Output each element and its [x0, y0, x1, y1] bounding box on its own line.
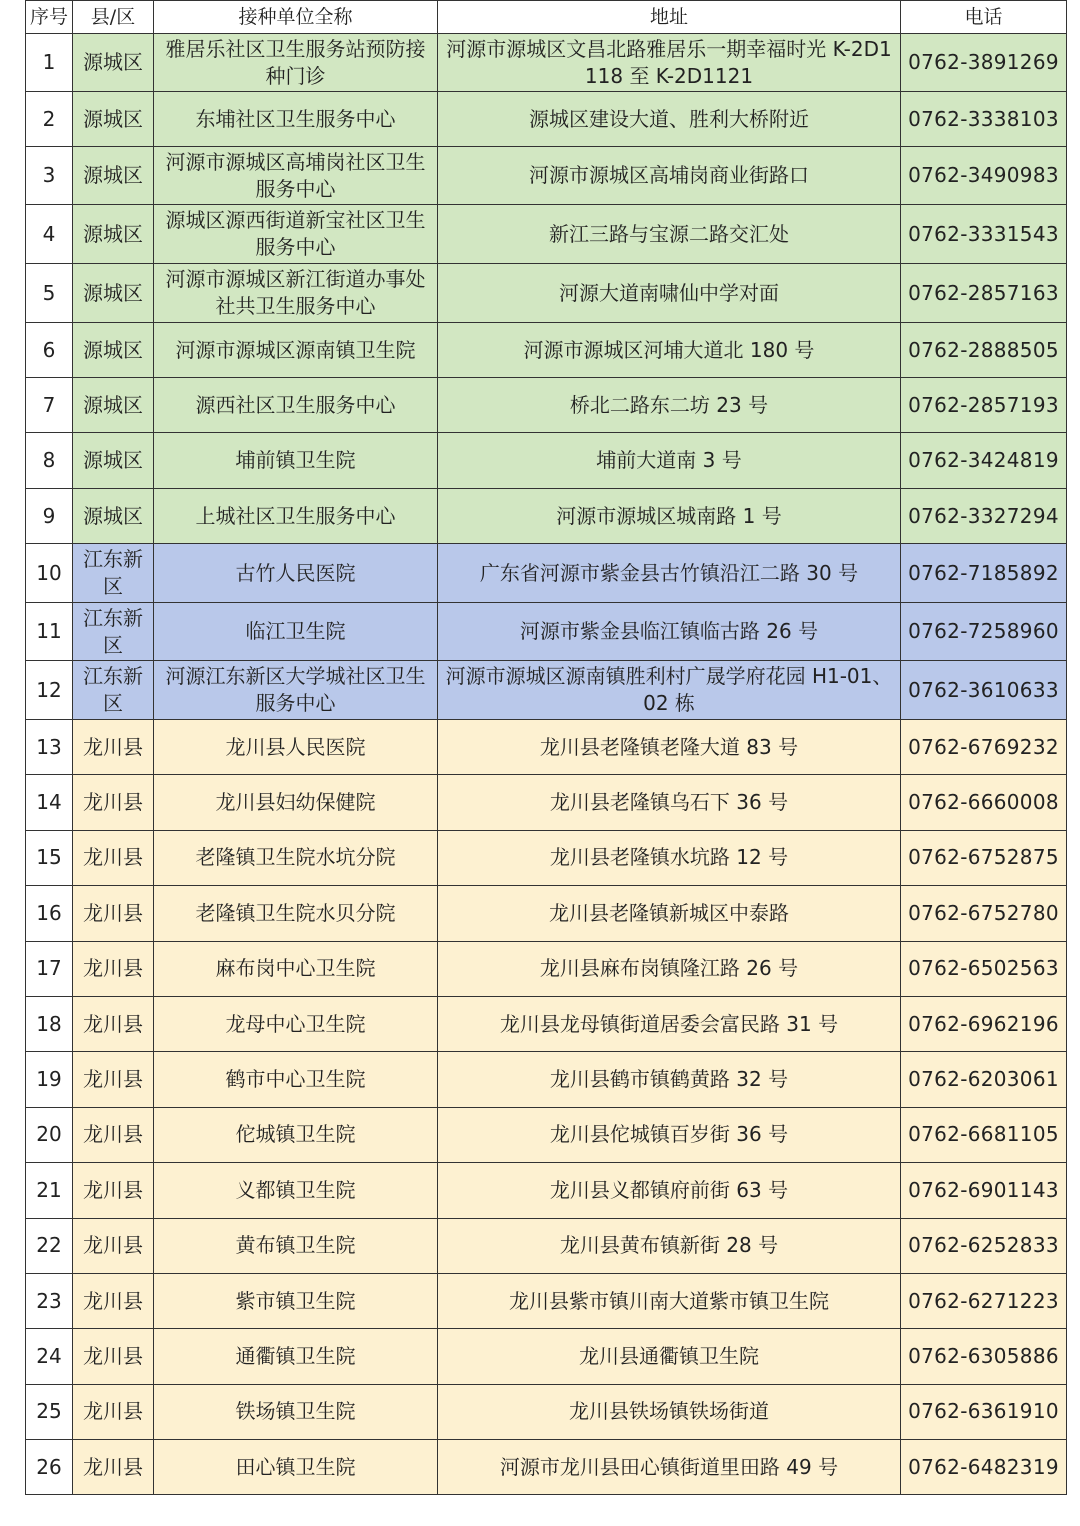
unit-name-cell: 黄布镇卫生院 — [154, 1218, 438, 1273]
row-number: 1 — [26, 34, 73, 92]
phone-cell: 0762-3424819 — [901, 433, 1067, 489]
phone-cell: 0762-2857163 — [901, 264, 1067, 323]
table-row — [26, 830, 1067, 885]
address-cell: 广东省河源市紫金县古竹镇沿江二路 30 号 — [438, 544, 901, 603]
row-number: 25 — [26, 1384, 73, 1439]
phone-cell: 0762-6305886 — [901, 1329, 1067, 1384]
phone-cell: 0762-3610633 — [901, 661, 1067, 720]
row-number: 6 — [26, 323, 73, 378]
phone-cell: 0762-2888505 — [901, 323, 1067, 378]
address-cell: 河源大道南啸仙中学对面 — [438, 264, 901, 323]
district-cell: 源城区 — [73, 147, 154, 205]
row-number: 16 — [26, 886, 73, 941]
table-row — [26, 1218, 1067, 1273]
unit-name-cell: 河源市源城区源南镇卫生院 — [154, 323, 438, 378]
unit-name-cell: 老隆镇卫生院水贝分院 — [154, 886, 438, 941]
district-cell: 源城区 — [73, 323, 154, 378]
table-row — [26, 1329, 1067, 1384]
row-number: 5 — [26, 264, 73, 323]
phone-cell: 0762-6752780 — [901, 886, 1067, 941]
address-cell: 龙川县老隆镇水坑路 12 号 — [438, 830, 901, 885]
unit-name-cell: 田心镇卫生院 — [154, 1440, 438, 1495]
row-number: 2 — [26, 92, 73, 147]
unit-name-cell: 雅居乐社区卫生服务站预防接种门诊 — [154, 34, 438, 92]
address-cell: 龙川县铁场镇铁场街道 — [438, 1384, 901, 1439]
unit-name-cell: 佗城镇卫生院 — [154, 1107, 438, 1162]
district-cell: 龙川县 — [73, 720, 154, 775]
address-cell: 河源市源城区城南路 1 号 — [438, 489, 901, 544]
header-address: 地址 — [438, 1, 901, 34]
table-row — [26, 603, 1067, 661]
table-row — [26, 205, 1067, 264]
row-number: 21 — [26, 1163, 73, 1218]
table-row — [26, 1107, 1067, 1162]
unit-name-cell: 源西社区卫生服务中心 — [154, 378, 438, 433]
district-cell: 龙川县 — [73, 1052, 154, 1107]
district-cell: 龙川县 — [73, 1107, 154, 1162]
address-cell: 龙川县鹤市镇鹤黄路 32 号 — [438, 1052, 901, 1107]
row-number: 14 — [26, 775, 73, 830]
phone-cell: 0762-6203061 — [901, 1052, 1067, 1107]
unit-name-cell: 临江卫生院 — [154, 603, 438, 661]
table-row — [26, 996, 1067, 1051]
address-cell: 龙川县老隆镇乌石下 36 号 — [438, 775, 901, 830]
row-number: 18 — [26, 996, 73, 1051]
unit-name-cell: 龙川县人民医院 — [154, 720, 438, 775]
row-number: 10 — [26, 544, 73, 603]
address-cell: 龙川县佗城镇百岁街 36 号 — [438, 1107, 901, 1162]
table-row — [26, 264, 1067, 323]
district-cell: 龙川县 — [73, 941, 154, 996]
phone-cell: 0762-6901143 — [901, 1163, 1067, 1218]
district-cell: 龙川县 — [73, 1440, 154, 1495]
unit-name-cell: 东埔社区卫生服务中心 — [154, 92, 438, 147]
address-cell: 河源市源城区河埔大道北 180 号 — [438, 323, 901, 378]
unit-name-cell: 麻布岗中心卫生院 — [154, 941, 438, 996]
address-cell: 埔前大道南 3 号 — [438, 433, 901, 489]
table-row — [26, 147, 1067, 205]
district-cell: 江东新区 — [73, 661, 154, 720]
phone-cell: 0762-3490983 — [901, 147, 1067, 205]
table-row — [26, 378, 1067, 433]
phone-cell: 0762-6962196 — [901, 996, 1067, 1051]
address-cell: 桥北二路东二坊 23 号 — [438, 378, 901, 433]
table-row — [26, 1163, 1067, 1218]
phone-cell: 0762-6252833 — [901, 1218, 1067, 1273]
address-cell: 新江三路与宝源二路交汇处 — [438, 205, 901, 264]
phone-cell: 0762-6361910 — [901, 1384, 1067, 1439]
vaccination-sites-table — [25, 0, 1067, 1495]
phone-cell: 0762-7185892 — [901, 544, 1067, 603]
row-number: 26 — [26, 1440, 73, 1495]
row-number: 11 — [26, 603, 73, 661]
district-cell: 龙川县 — [73, 1329, 154, 1384]
phone-cell: 0762-3338103 — [901, 92, 1067, 147]
address-cell: 龙川县义都镇府前街 63 号 — [438, 1163, 901, 1218]
phone-cell: 0762-3891269 — [901, 34, 1067, 92]
district-cell: 源城区 — [73, 34, 154, 92]
header-district: 县/区 — [73, 1, 154, 34]
row-number: 24 — [26, 1329, 73, 1384]
phone-cell: 0762-7258960 — [901, 603, 1067, 661]
district-cell: 龙川县 — [73, 1163, 154, 1218]
unit-name-cell: 铁场镇卫生院 — [154, 1384, 438, 1439]
address-cell: 龙川县紫市镇川南大道紫市镇卫生院 — [438, 1273, 901, 1328]
address-cell: 源城区建设大道、胜利大桥附近 — [438, 92, 901, 147]
table-row — [26, 323, 1067, 378]
address-cell: 龙川县黄布镇新街 28 号 — [438, 1218, 901, 1273]
address-cell: 龙川县麻布岗镇隆江路 26 号 — [438, 941, 901, 996]
phone-cell: 0762-6752875 — [901, 830, 1067, 885]
address-cell: 龙川县老隆镇新城区中泰路 — [438, 886, 901, 941]
row-number: 22 — [26, 1218, 73, 1273]
table-row — [26, 433, 1067, 489]
table-header-row — [26, 1, 1067, 34]
table-row — [26, 544, 1067, 603]
phone-cell: 0762-6271223 — [901, 1273, 1067, 1328]
table-row — [26, 92, 1067, 147]
address-cell: 龙川县通衢镇卫生院 — [438, 1329, 901, 1384]
table-row — [26, 775, 1067, 830]
row-number: 9 — [26, 489, 73, 544]
unit-name-cell: 鹤市中心卫生院 — [154, 1052, 438, 1107]
table-row — [26, 720, 1067, 775]
address-cell: 河源市源城区文昌北路雅居乐一期幸福时光 K-2D1118 至 K-2D1121 — [438, 34, 901, 92]
phone-cell: 0762-3331543 — [901, 205, 1067, 264]
district-cell: 源城区 — [73, 92, 154, 147]
unit-name-cell: 义都镇卫生院 — [154, 1163, 438, 1218]
row-number: 17 — [26, 941, 73, 996]
unit-name-cell: 通衢镇卫生院 — [154, 1329, 438, 1384]
district-cell: 龙川县 — [73, 886, 154, 941]
unit-name-cell: 埔前镇卫生院 — [154, 433, 438, 489]
address-cell: 龙川县老隆镇老隆大道 83 号 — [438, 720, 901, 775]
phone-cell: 0762-6502563 — [901, 941, 1067, 996]
district-cell: 龙川县 — [73, 775, 154, 830]
row-number: 8 — [26, 433, 73, 489]
header-unit-name: 接种单位全称 — [154, 1, 438, 34]
district-cell: 源城区 — [73, 489, 154, 544]
district-cell: 源城区 — [73, 264, 154, 323]
header-phone: 电话 — [901, 1, 1067, 34]
unit-name-cell: 河源江东新区大学城社区卫生服务中心 — [154, 661, 438, 720]
district-cell: 龙川县 — [73, 996, 154, 1051]
address-cell: 河源市源城区高埔岗商业街路口 — [438, 147, 901, 205]
row-number: 13 — [26, 720, 73, 775]
phone-cell: 0762-6660008 — [901, 775, 1067, 830]
unit-name-cell: 古竹人民医院 — [154, 544, 438, 603]
table-row — [26, 1440, 1067, 1495]
unit-name-cell: 龙母中心卫生院 — [154, 996, 438, 1051]
phone-cell: 0762-6769232 — [901, 720, 1067, 775]
row-number: 20 — [26, 1107, 73, 1162]
unit-name-cell: 源城区源西街道新宝社区卫生服务中心 — [154, 205, 438, 264]
unit-name-cell: 上城社区卫生服务中心 — [154, 489, 438, 544]
unit-name-cell: 老隆镇卫生院水坑分院 — [154, 830, 438, 885]
phone-cell: 0762-2857193 — [901, 378, 1067, 433]
header-no: 序号 — [26, 1, 73, 34]
district-cell: 江东新区 — [73, 544, 154, 603]
row-number: 15 — [26, 830, 73, 885]
address-cell: 龙川县龙母镇街道居委会富民路 31 号 — [438, 996, 901, 1051]
district-cell: 龙川县 — [73, 1273, 154, 1328]
phone-cell: 0762-6482319 — [901, 1440, 1067, 1495]
row-number: 12 — [26, 661, 73, 720]
district-cell: 龙川县 — [73, 1384, 154, 1439]
unit-name-cell: 河源市源城区新江街道办事处社共卫生服务中心 — [154, 264, 438, 323]
address-cell: 河源市源城区源南镇胜利村广晟学府花园 H1-01、02 栋 — [438, 661, 901, 720]
unit-name-cell: 河源市源城区高埔岗社区卫生服务中心 — [154, 147, 438, 205]
address-cell: 河源市紫金县临江镇临古路 26 号 — [438, 603, 901, 661]
district-cell: 龙川县 — [73, 830, 154, 885]
table-row — [26, 489, 1067, 544]
district-cell: 江东新区 — [73, 603, 154, 661]
row-number: 4 — [26, 205, 73, 264]
phone-cell: 0762-3327294 — [901, 489, 1067, 544]
unit-name-cell: 紫市镇卫生院 — [154, 1273, 438, 1328]
row-number: 23 — [26, 1273, 73, 1328]
table-row — [26, 661, 1067, 720]
row-number: 3 — [26, 147, 73, 205]
phone-cell: 0762-6681105 — [901, 1107, 1067, 1162]
row-number: 7 — [26, 378, 73, 433]
table-row — [26, 34, 1067, 92]
table-row — [26, 886, 1067, 941]
district-cell: 源城区 — [73, 433, 154, 489]
table-row — [26, 1273, 1067, 1328]
address-cell: 河源市龙川县田心镇街道里田路 49 号 — [438, 1440, 901, 1495]
table-row — [26, 1384, 1067, 1439]
table-row — [26, 941, 1067, 996]
row-number: 19 — [26, 1052, 73, 1107]
unit-name-cell: 龙川县妇幼保健院 — [154, 775, 438, 830]
table-body — [26, 34, 1067, 1495]
table-row — [26, 1052, 1067, 1107]
district-cell: 龙川县 — [73, 1218, 154, 1273]
district-cell: 源城区 — [73, 205, 154, 264]
district-cell: 源城区 — [73, 378, 154, 433]
